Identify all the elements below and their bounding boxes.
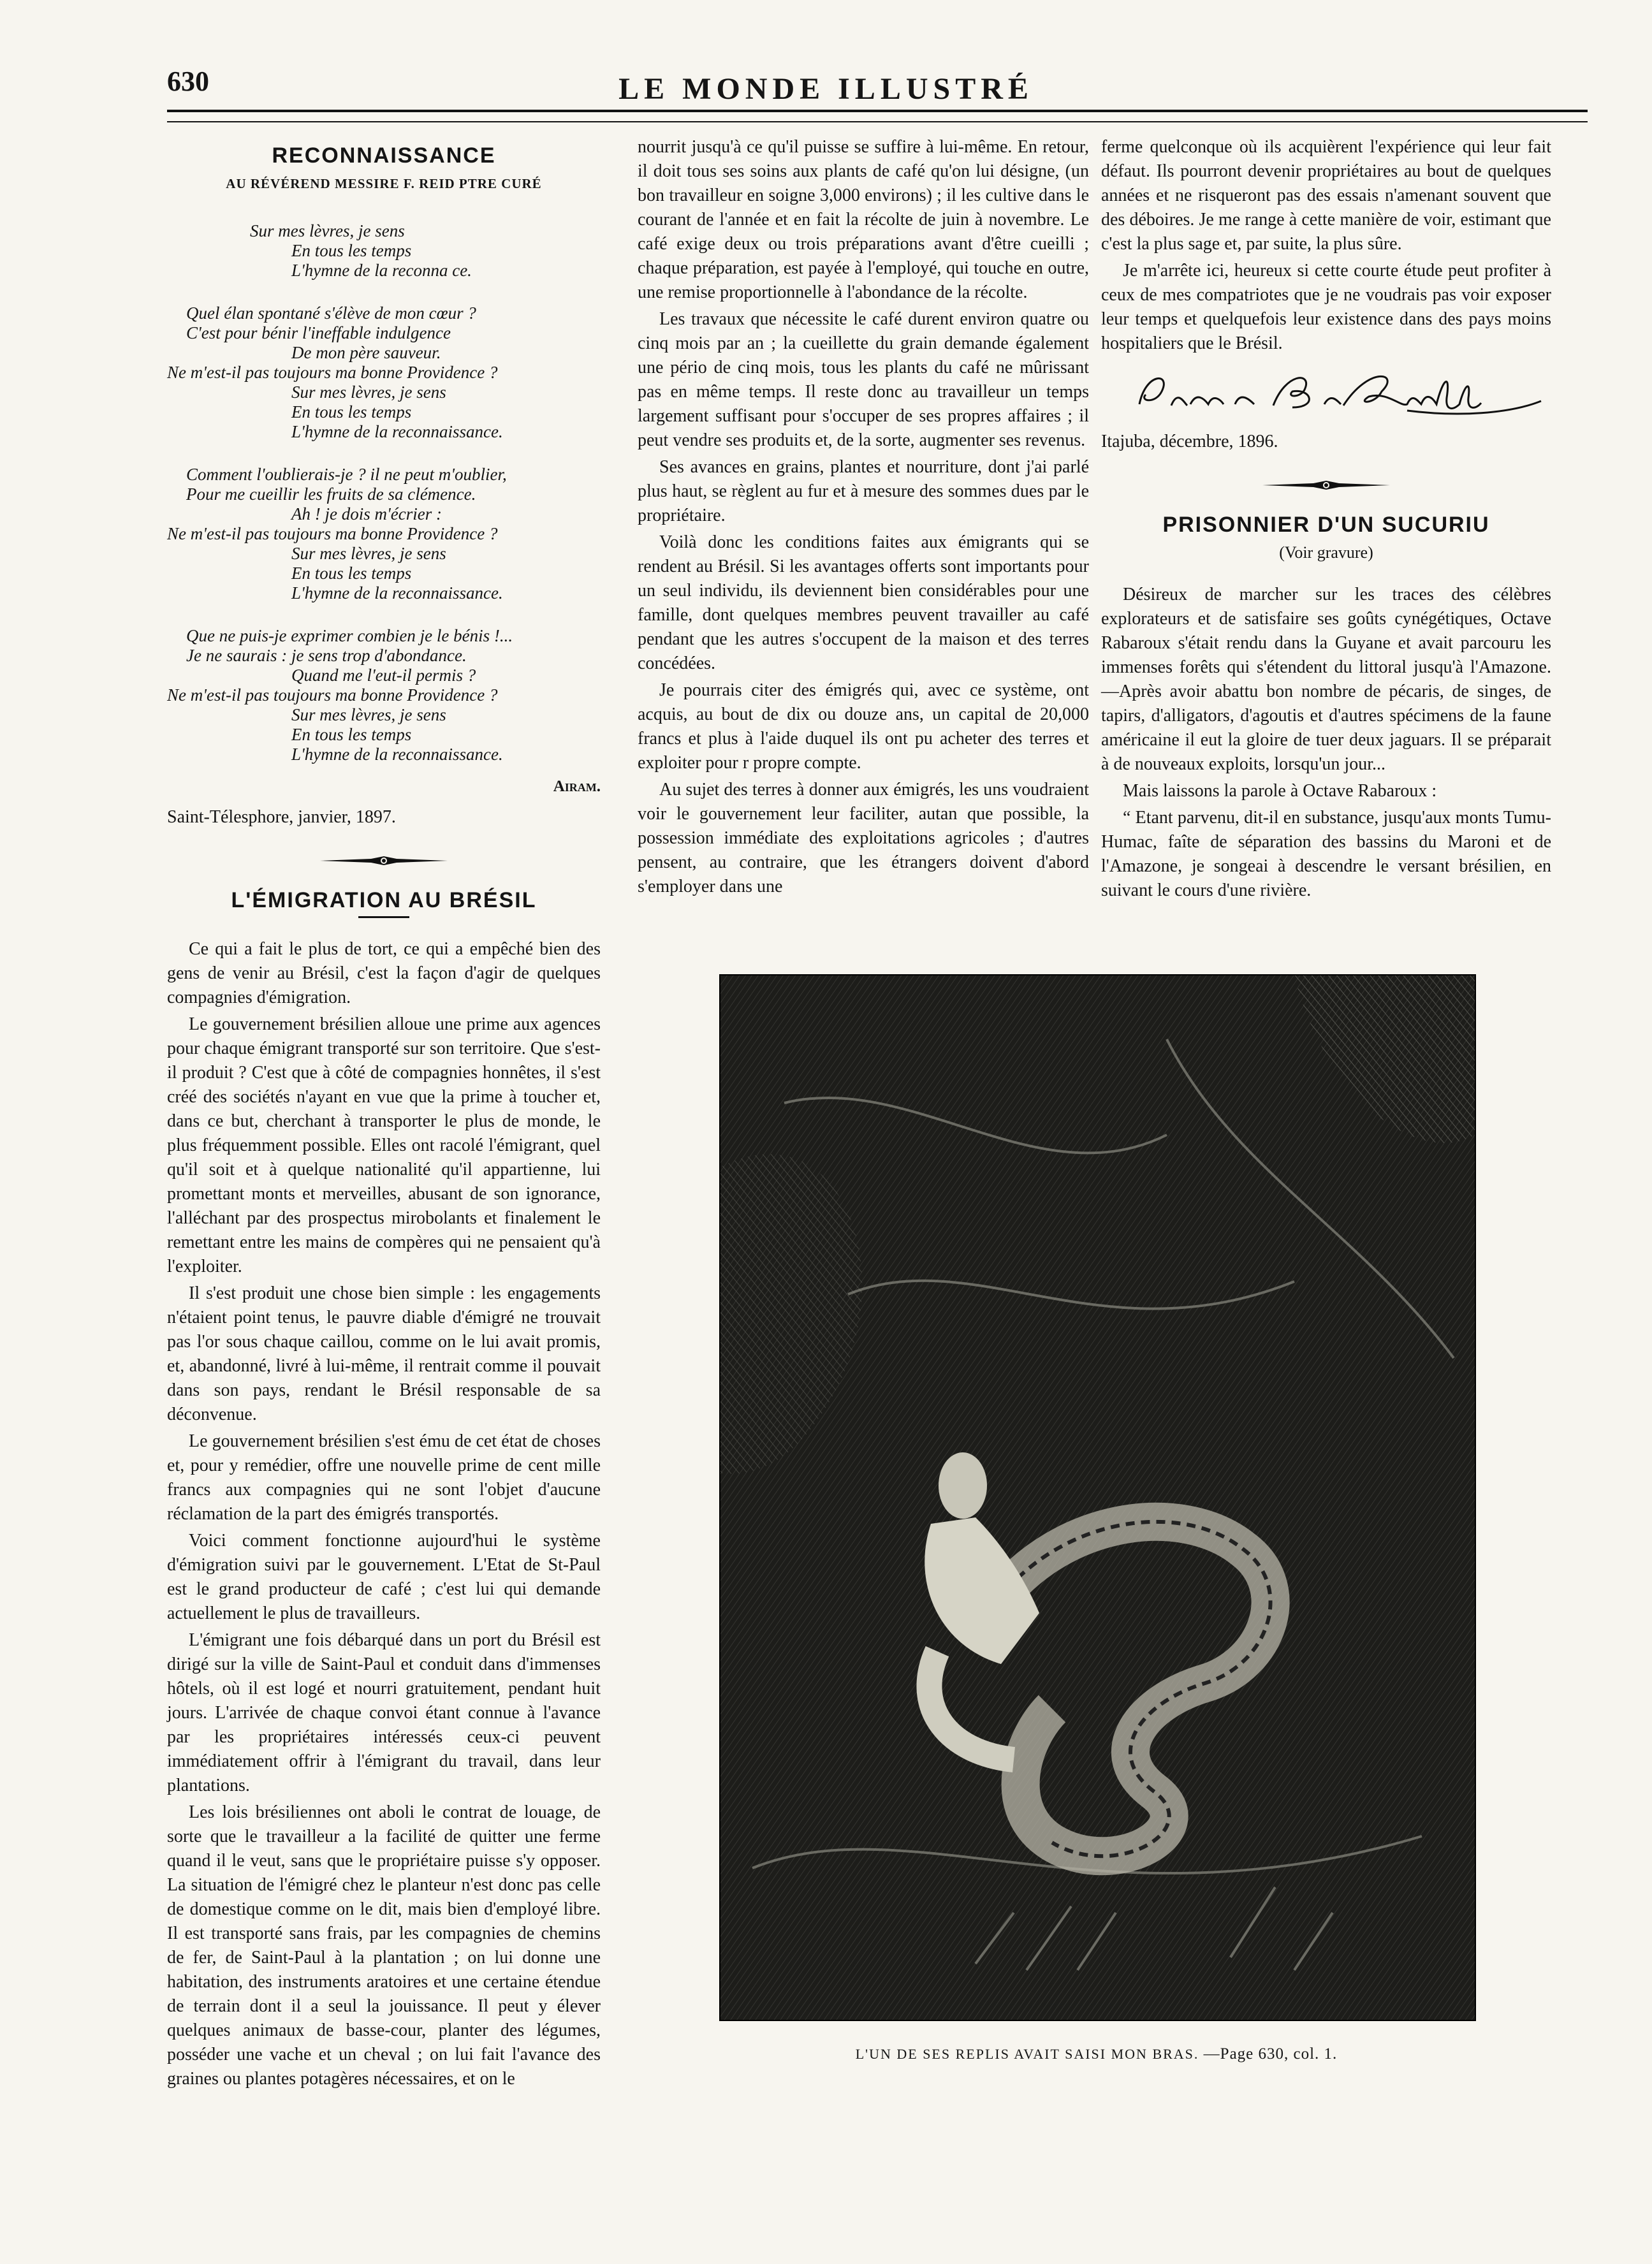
poem-line: Ne m'est-il pas toujours ma bonne Providence ? (167, 685, 498, 705)
poem-line: Comment l'oublierais-je ? il ne peut m'oublier, (186, 465, 507, 484)
engraving-illustration (719, 974, 1476, 2021)
poem-line: En tous les temps (291, 725, 412, 744)
page-number: 630 (167, 66, 209, 97)
caption-text: L'UN DE SES REPLIS AVAIT SAISI MON BRAS. (855, 2046, 1199, 2062)
poem-line: Quand me l'eut-il permis ? (291, 666, 476, 685)
poem-line: L'hymne de la reconnaissance. (291, 583, 503, 603)
poem-stanza (167, 465, 601, 603)
paragraph: ferme quelconque où ils acquièrent l'expérience qui leur fait défaut. Ils pourront devenir propriétaires au bout de quelques années et ne risqueront pas des essais n'amenant souvent que des déboires. Je me range à cette manière de voir, estimant que c'est la plus sage et, par suite, la plus sûre. (1101, 137, 1551, 254)
poem-line: Quel élan spontané s'élève de mon cœur ? (186, 303, 476, 323)
column-1 (167, 137, 601, 2094)
masthead: LE MONDE ILLUSTRÉ (618, 72, 1034, 106)
poem-line: Ne m'est-il pas toujours ma bonne Providence ? (167, 524, 498, 543)
paragraph: L'émigrant une fois débarqué dans un port du Brésil est dirigé sur la ville de Saint-Paul et conduit dans d'immenses hôtels, où il est logé et nourri gratuitement, pendant huit jours. L'arrivée de chaque convoi étant connue à l'avance par les propriétaires intéressés ceux-ci peuvent immédiatement offrir à l'émigrant du travail, dans leur plantations. (167, 1630, 601, 1795)
poem-line: Pour me cueillir les fruits de sa clémence. (186, 485, 476, 504)
paragraph: Voici comment fonctionne aujourd'hui le système d'émigration suivi par le gouvernement. L'Etat de St-Paul est le grand producteur de café ; c'est lui qui demande actuellement le plus de travailleurs. (167, 1531, 601, 1623)
paragraph: Ses avances en grains, plantes et nourriture, dont j'ai parlé plus haut, se règlent au fur et à mesure des sommes dues par le propriétaire. (638, 457, 1089, 525)
poem-line: Sur mes lèvres, je sens (291, 705, 446, 724)
paragraph: Ce qui a fait le plus de tort, ce qui a empêché bien des gens de venir au Brésil, c'est la façon d'agir de quelques compagnies d'émigration. (167, 939, 601, 1007)
emigration-dateline: Itajuba, décembre, 1896. (1101, 432, 1278, 451)
poem-dedication: AU RÉVÉREND MESSIRE F. REID PTRE CURÉ (226, 176, 542, 191)
article-title-sucuriu: PRISONNIER D'UN SUCURIU (1162, 513, 1490, 537)
poem-line: Ah ! je dois m'écrier : (291, 504, 442, 523)
poem-title: RECONNAISSANCE (272, 143, 496, 168)
paragraph: nourrit jusqu'à ce qu'il puisse se suffire à lui-même. En retour, il doit tous ses soins aux plants de café qu'on lui désigne, (un bon travailleur en soigne 3,000 environs) ; il les cultive dans le courant de l'année et en fait la récolte de juin à novembre. Le café exige deux ou trois préparations avant d'être cueilli ; chaque préparation, est payée à l'employé, qui touche en outre, une remise proportionnelle à l'abondance de la récolte. (638, 137, 1089, 302)
paragraph: Le gouvernement brésilien s'est ému de cet état de choses et, pour y remédier, offre une nouvelle prime de cent mille francs aux compagnies qui ne sont l'objet d'aucune réclamation de la part des émigrés transportés. (167, 1431, 601, 1524)
article-title-emigration: L'ÉMIGRATION AU BRÉSIL (231, 888, 537, 912)
header-rule-thin (167, 121, 1588, 122)
poem-line: Je ne saurais : je sens trop d'abondance. (186, 646, 467, 665)
poem-line: En tous les temps (291, 402, 412, 421)
poem-stanza (167, 303, 601, 442)
header-rule (167, 110, 1588, 112)
column-3 (1101, 135, 1551, 905)
paragraph: “ Etant parvenu, dit-il en substance, jusqu'aux monts Tumu-Humac, faîte de séparation des bassins du Maroni et de l'Amazone, je songeai à descendre le versant brésilien, en suivant le cours d'une rivière. (1101, 808, 1551, 900)
poem-line: L'hymne de la reconna ce. (291, 261, 472, 280)
paragraph: Je pourrais citer des émigrés qui, avec ce système, ont acquis, au bout de dix ou douze ans, un capital de 20,000 francs et plus à l'aide duquel ils ont pu acheter des terres et exploiter pour r propre compte. (638, 680, 1089, 773)
poem-line: L'hymne de la reconnaissance. (291, 422, 503, 441)
paragraph: Désireux de marcher sur les traces des célèbres explorateurs et de satisfaire ses goûts cynégétiques, Octave Rabaroux s'était rendu dans la Guyane et avait parcouru les immenses forêts qui s'étendent du littoral jusqu'à l'Amazone.—Après avoir abattu bon nombre de pécaris, de singes, de tapirs, d'alligators, d'agoutis et d'autres spécimens de la faune américaine il eut la gloire de tuer deux jaguars. Il se préparait à de nouveaux exploits, lorsqu'un jour... (1101, 585, 1551, 774)
poem-line: Sur mes lèvres, je sens (291, 544, 446, 563)
ornament-divider (167, 849, 601, 873)
paragraph: Mais laissons la parole à Octave Rabaroux : (1123, 781, 1437, 801)
poem-line: En tous les temps (291, 564, 412, 583)
paragraph: Je m'arrête ici, heureux si cette courte étude peut profiter à ceux de mes compatriotes que je ne voudrais pas voir exposer leur temps et quelquefois leur existence dans des pays moins hospitaliers que le Brésil. (1101, 261, 1551, 353)
poem-line: Sur mes lèvres, je sens (291, 383, 446, 402)
handwritten-signature (1101, 366, 1551, 423)
poem-stanza (167, 626, 601, 764)
poem-line: Que ne puis-je exprimer combien je le bénis !... (186, 626, 513, 645)
poem-author: Airam. (553, 778, 601, 795)
poem-line: De mon père sauveur. (291, 343, 441, 362)
poem-dateline: Saint-Télesphore, janvier, 1897. (167, 807, 396, 827)
poem-line: Sur mes lèvres, je sens (250, 221, 405, 240)
poem-body (167, 221, 601, 764)
paragraph: Les travaux que nécessite le café durent environ quatre ou cinq mois par an ; la cueillette du grain demande également une pério de cinq mois, tous les plants du café ne mûrissant pas en même temps. Il reste donc au travailleur un temps largement suffisant pour s'occuper de ses propres affaires ; il peut vendre ses produits et, de la sorte, augmenter ses revenus. (638, 309, 1089, 450)
poem-line: Ne m'est-il pas toujours ma bonne Providence ? (167, 363, 498, 382)
ornament-divider (1101, 473, 1551, 497)
paragraph: Voilà donc les conditions faites aux émigrants qui se rendent au Brésil. Si les avantages offerts sont importants pour un seul individu, ils deviennent bien considérables pour une famille, dont quelques membres peuvent travailler au café pendant que les autres s'occupent de la maison et des terres concédées. (638, 532, 1089, 673)
illustration-caption (719, 2045, 1473, 2063)
poem-line: L'hymne de la reconnaissance. (291, 745, 503, 764)
poem-stanza (167, 221, 601, 281)
paragraph: Le gouvernement brésilien alloue une prime aux agences pour chaque émigrant transporté sur son territoire. Que s'est-il produit ? C'est que à côté de compagnies honnêtes, il s'est créé des sociétés n'ayant en vue que la prime à toucher et, dans ce but, cherchant à transporter le plus de monde, le plus fréquemment possible. Elles ont racolé l'émigrant, quel qu'il soit et à quelque nationalité qu'il appartienne, lui promettant monts et merveilles, abusant de son ignorance, l'alléchant par des prospectus mirobolants et finalement le remettant entre les mains de compères qui ne pensaient qu'à l'exploiter. (167, 1014, 601, 1276)
paragraph: Les lois brésiliennes ont aboli le contrat de louage, de sorte que le travailleur a la facilité de quitter une ferme quand il le veut, sans que le propriétaire puisse s'y opposer. La situation de l'émigré chez le planteur n'est donc pas celle de domestique comme on le dit, mais bien d'employé libre. Il est transporté sans frais, par les compagnies de chemins de fer, de Saint-Paul à la plantation ; on lui donne une habitation, des instruments aratoires et une certaine étendue de terrain dont il a seul la jouissance. Il peut y élever quelques animaux de basse-cour, planter des légumes, posséder une vache et un cheval ; on lui fait l'avance des graines ou plantes potagères nécessaires, et on le (167, 1802, 601, 2089)
article-subtitle: (Voir gravure) (1279, 543, 1373, 562)
poem-line: C'est pour bénir l'ineffable indulgence (186, 323, 451, 342)
caption-reference: —Page 630, col. 1. (1203, 2045, 1338, 2063)
poem-line: En tous les temps (291, 241, 412, 260)
paragraph: Il s'est produit une chose bien simple : les engagements n'étaient point tenus, le pauvre diable d'émigré ne trouvait pas l'or sous chaque caillou, comme on le lui avait promis, et, abandonné, livré à lui-même, il rentrait comme il pouvait dans son pays, rendant le Brésil responsable de sa déconvenue. (167, 1283, 601, 1424)
paragraph: Au sujet des terres à donner aux émigrés, les uns voudraient voir le gouvernement leur faciliter, autan que possible, la possession immédiate des exploitations agricoles ; d'autres pensent, au contraire, que les étrangers doivent d'abord s'employer dans une (638, 780, 1089, 896)
title-underline (358, 916, 409, 918)
column-2 (638, 135, 1089, 902)
